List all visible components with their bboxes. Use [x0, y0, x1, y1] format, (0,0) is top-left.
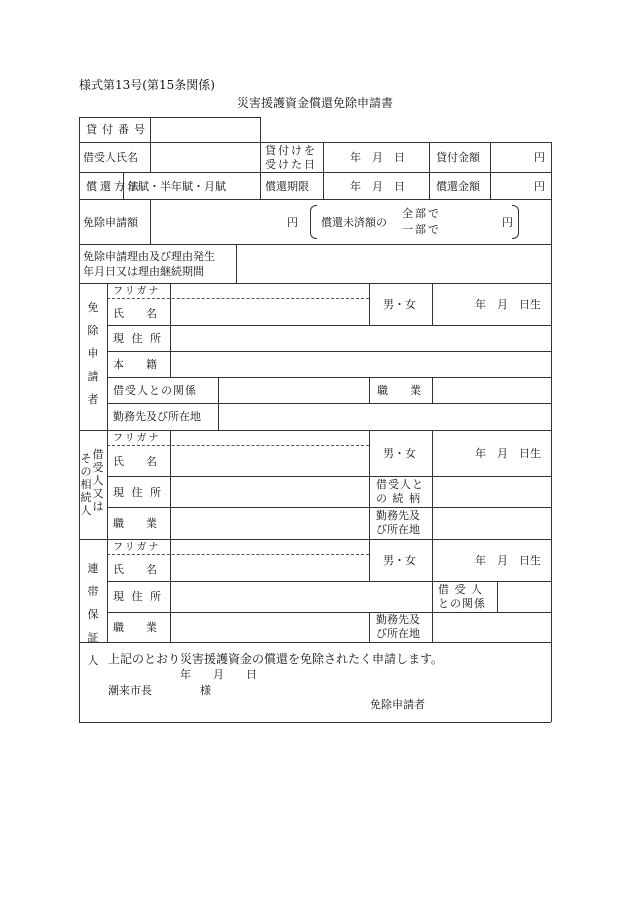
- guarantor-relation-label-line1: 借 受 人: [438, 583, 483, 596]
- borrower-name-label: 借受人氏名: [83, 151, 138, 164]
- reason-label-line2: 年月日又は理由継続期間: [83, 265, 204, 278]
- loan-received-date-label-line1: 貸付けを: [265, 144, 317, 157]
- loan-amount-label: 貸付金額: [436, 151, 480, 164]
- heir-section-label-col2: その相続人: [80, 452, 92, 517]
- heir-address-field[interactable]: [172, 478, 367, 505]
- exemption-amount-label: 免除申請額: [83, 216, 138, 229]
- applicant-address-field[interactable]: [172, 327, 549, 349]
- heir-name-field[interactable]: [172, 432, 367, 474]
- unpaid-part-option[interactable]: 一部で: [402, 223, 441, 236]
- mayor-addressee: 潮来市長: [108, 684, 152, 697]
- reason-field[interactable]: [238, 246, 549, 281]
- applicant-occupation-field[interactable]: [434, 379, 549, 401]
- loan-received-date-label-line2: 受けた日: [265, 158, 317, 171]
- guarantor-relation-field[interactable]: [499, 583, 549, 610]
- exemption-amount-yen: 円: [287, 216, 298, 229]
- applicant-relation-field[interactable]: [220, 379, 367, 401]
- applicant-workplace-field[interactable]: [220, 405, 549, 428]
- loan-number-field[interactable]: [152, 119, 258, 140]
- loan-received-date-field[interactable]: 年 月 日: [350, 151, 405, 164]
- reason-label-line1: 免除申請理由及び理由発生: [83, 250, 215, 263]
- heir-section-label-col1: 借受人又は: [92, 448, 104, 513]
- applicant-birthdate[interactable]: 年 月 日生: [475, 298, 541, 311]
- unpaid-balance-label: 償還未済額の: [321, 216, 387, 229]
- left-bracket: [310, 205, 317, 239]
- repayment-amount-yen: 円: [534, 180, 545, 193]
- heir-relation-label-line2: の 続 柄: [376, 492, 421, 505]
- heir-occupation-field[interactable]: [172, 509, 367, 537]
- guarantor-name-label: 氏 名: [113, 563, 157, 576]
- repayment-method-label: 償還方法: [86, 180, 142, 193]
- unpaid-all-option[interactable]: 全部で: [402, 207, 441, 220]
- heir-workplace-field[interactable]: [434, 509, 549, 537]
- heir-furigana-label: フリガナ: [113, 433, 161, 444]
- guarantor-occupation-field[interactable]: [172, 614, 367, 640]
- applicant-domicile-label: 本 籍: [113, 358, 157, 371]
- application-date[interactable]: 年 月 日: [180, 668, 257, 681]
- repayment-deadline-label: 償還期限: [265, 180, 309, 193]
- guarantor-relation-label-line2: との関係: [438, 597, 486, 610]
- unpaid-yen: 円: [502, 216, 513, 229]
- heir-occupation-label: 職 業: [113, 517, 157, 530]
- guarantor-section-label: 連帯保証人: [87, 562, 99, 667]
- heir-address-label: 現 住 所: [113, 486, 163, 499]
- heir-workplace-label-line1: 勤務先及: [376, 509, 420, 522]
- guarantor-occupation-label: 職 業: [113, 621, 157, 634]
- application-statement: 上記のとおり災害援護資金の償還を免除されたく申請します。: [108, 652, 444, 666]
- heir-gender[interactable]: 男・女: [383, 447, 416, 460]
- repayment-deadline-field[interactable]: 年 月 日: [350, 180, 405, 193]
- form-title: 災害援護資金償還免除申請書: [237, 96, 394, 110]
- loan-number-label: 貸付番号: [86, 123, 150, 136]
- applicant-furigana-label: フリガナ: [113, 286, 161, 297]
- guarantor-furigana-label: フリガナ: [113, 542, 161, 553]
- guarantor-address-field[interactable]: [172, 583, 430, 610]
- guarantor-address-label: 現 住 所: [113, 590, 163, 603]
- exemption-amount-field[interactable]: [152, 201, 282, 242]
- applicant-workplace-label: 勤務先及び所在地: [113, 410, 201, 423]
- guarantor-name-field[interactable]: [172, 541, 367, 579]
- applicant-name-label: 氏 名: [113, 307, 157, 320]
- right-bracket: [512, 205, 519, 239]
- repayment-amount-label: 償還金額: [436, 180, 480, 193]
- heir-name-label: 氏 名: [113, 455, 157, 468]
- heir-relation-label-line1: 借受人と: [376, 478, 424, 491]
- applicant-address-label: 現 住 所: [113, 332, 163, 345]
- applicant-domicile-field[interactable]: [172, 353, 549, 375]
- applicant-relation-label: 借受人との関係: [113, 384, 197, 397]
- applicant-occupation-label: 職 業: [377, 384, 421, 397]
- guarantor-workplace-label-line1: 勤務先及: [376, 613, 420, 626]
- repayment-method-options[interactable]: 年賦・半年賦・月賦: [127, 180, 226, 193]
- loan-amount-field[interactable]: [492, 144, 532, 170]
- borrower-name-field[interactable]: [152, 144, 258, 170]
- applicant-name-field[interactable]: [172, 285, 367, 323]
- form-number: 様式第13号(第15条関係): [79, 78, 215, 92]
- guarantor-gender[interactable]: 男・女: [383, 554, 416, 567]
- heir-workplace-label-line2: び所在地: [376, 523, 420, 536]
- guarantor-birthdate[interactable]: 年 月 日生: [475, 554, 541, 567]
- guarantor-workplace-label-line2: び所在地: [376, 627, 420, 640]
- loan-amount-yen: 円: [534, 151, 545, 164]
- heir-birthdate[interactable]: 年 月 日生: [475, 447, 541, 460]
- applicant-section-label: 免除申請者: [87, 301, 99, 406]
- footer-applicant-label: 免除申請者: [370, 698, 425, 711]
- applicant-gender[interactable]: 男・女: [383, 298, 416, 311]
- heir-relation-field[interactable]: [434, 478, 549, 505]
- honorific-sama: 様: [200, 684, 211, 697]
- guarantor-workplace-field[interactable]: [434, 614, 549, 640]
